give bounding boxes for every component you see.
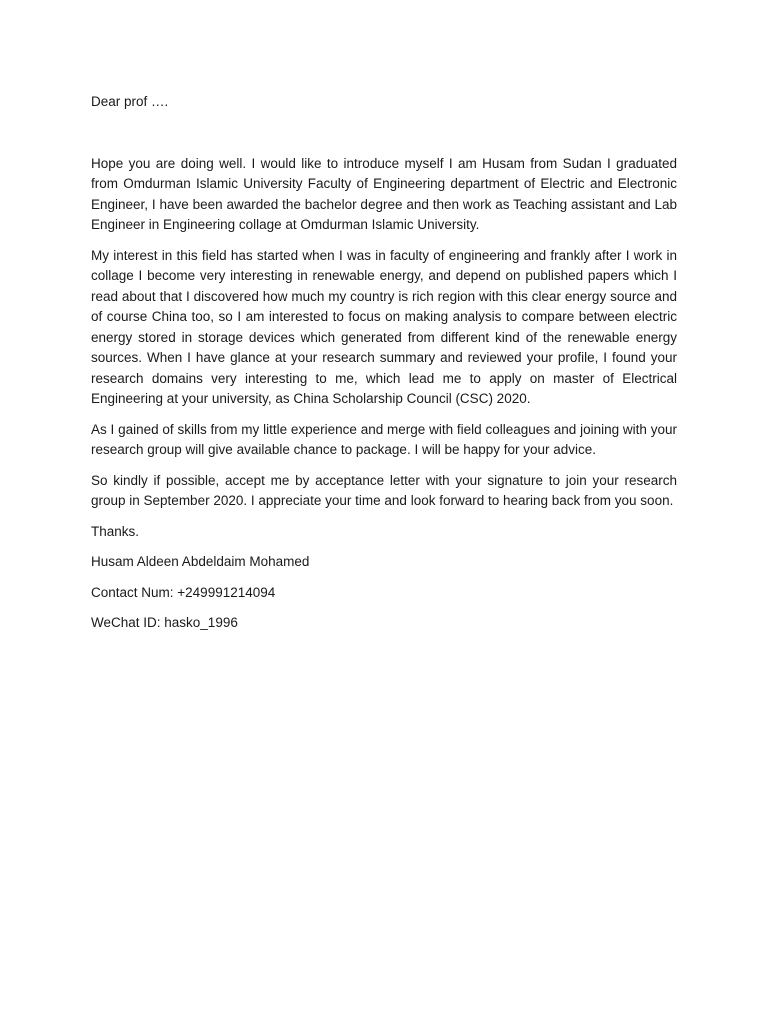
signature-name: Husam Aldeen Abdeldaim Mohamed <box>91 554 310 569</box>
closing: Thanks. <box>91 523 140 539</box>
paragraph-introduction: Hope you are doing well. I would like to introduce myself I am Husam from Sudan I graduated from Omdurman Islamic University Faculty of Engineering department of Electric and Electronic Engineer, I have been awarded the bachelor degree and then work as Teaching assistant and Lab Engineer in Engineering collage at Omdurman Islamic University. <box>91 155 677 232</box>
contact-number: Contact Num: +249991214094 <box>91 584 276 600</box>
paragraph-skills: As I gained of skills from my little experience and merge with field colleagues and joining with your research group will give available chance to package. I will be happy for your advice. <box>91 421 677 457</box>
paragraph-request: So kindly if possible, accept me by acceptance letter with your signature to join your research group in September 2020. I appreciate your time and look forward to hearing back from you soon. <box>91 472 677 508</box>
wechat-id: WeChat ID: hasko_1996 <box>91 615 238 630</box>
paragraph-interest: My interest in this field has started when I was in faculty of engineering and frankly after I work in collage I become very interesting in renewable energy, and depend on published papers which I read about that I discovered how much my country is rich region with this clear energy source and of course China too, so I am interested to focus on making analysis to compare between electric energy stored in storage devices which generated from different kind of the renewable energy sources. When I have glance at your research summary and reviewed your profile, I found your research domains very interesting to me, which lead me to apply on master of Electrical Engineering at your university, as China Scholarship Council (CSC) 2020. <box>91 247 677 406</box>
letter-body <box>91 92 677 644</box>
salutation: Dear prof …. <box>91 94 169 109</box>
